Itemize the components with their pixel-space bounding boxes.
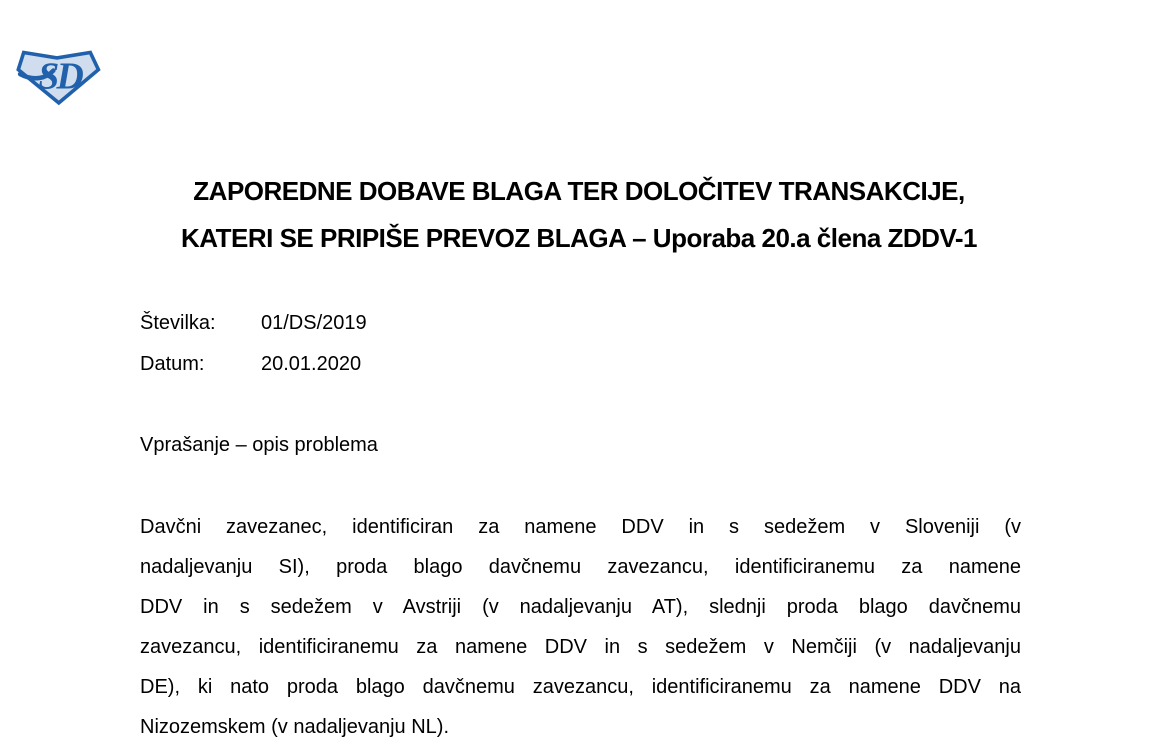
date-value: 20.01.2020 (261, 353, 362, 375)
meta-row-date (140, 344, 367, 385)
sd-logo (12, 44, 102, 106)
document-title (138, 168, 1020, 262)
title-line-2: KATERI SE PRIPIŠE PREVOZ BLAGA – Uporaba 20.a člena ZDDV-1 (181, 223, 977, 253)
paragraph-line: nadaljevanju SI), proda blago davčnemu zavezancu, identificiranemu za namene (140, 556, 1021, 578)
title-line-1: ZAPOREDNE DOBAVE BLAGA TER DOLOČITEV TRANSAKCIJE, (193, 176, 965, 206)
paragraph-line: DE), ki nato proda blago davčnemu zavezancu, identificiranemu za namene DDV na (140, 676, 1021, 698)
logo-text: SD (38, 55, 82, 98)
sd-shield-icon (12, 44, 102, 106)
paragraph-line: zavezancu, identificiranemu za namene DDV in s sedežem v Nemčiji (v nadaljevanju (140, 636, 1021, 658)
paragraph-line: Nizozemskem (v nadaljevanju NL). (140, 716, 450, 738)
number-value: 01/DS/2019 (261, 312, 367, 334)
number-label: Številka: (140, 312, 216, 334)
paragraph-line: DDV in s sedežem v Avstriji (v nadaljevanju AT), slednji proda blago davčnemu (140, 596, 1021, 618)
section-heading: Vprašanje – opis problema (140, 434, 378, 456)
paragraph-line: Davčni zavezanec, identificiran za namene DDV in s sedežem v Sloveniji (v (140, 516, 1021, 538)
meta-row-number (140, 303, 367, 344)
meta-block (140, 303, 367, 385)
date-label: Datum: (140, 353, 205, 375)
body-paragraph (140, 507, 1021, 743)
